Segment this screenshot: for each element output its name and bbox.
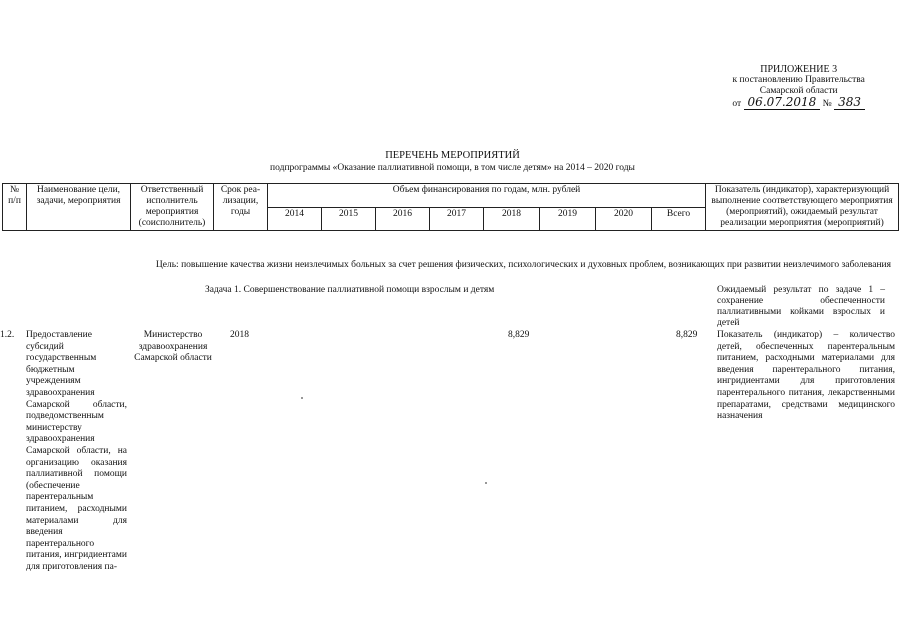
scan-speck (485, 482, 487, 484)
document-title-block (0, 150, 905, 174)
header-year: 2017 (430, 207, 484, 231)
row-number: 1.2. (0, 330, 15, 340)
goal-text: Цель: повышение качества жизни неизлечимых больных за счет решения физических, психологических и духовных проблем, возникающих при развитии неизлечимого заболевания (155, 260, 891, 270)
appendix-signature-line (732, 97, 865, 110)
header-year: 2015 (322, 207, 376, 231)
row-indicator: Показатель (индикатор) – количество детей, обеспеченных парентеральным питанием, расходными материалами для введения парентерального питания, ингридиентами для приготовления парентерального питания, лекарственными препаратами, средствами медицинского назначения (717, 330, 895, 422)
header-year: 2018 (484, 207, 540, 231)
document-title: ПЕРЕЧЕНЬ МЕРОПРИЯТИЙ (385, 150, 520, 161)
row-term-year: 2018 (230, 330, 249, 340)
document-subtitle: подпрограммы «Оказание паллиативной помощи, в том числе детям» на 2014 – 2020 годы (270, 163, 635, 173)
header-year-total: Всего (652, 207, 706, 231)
number-prefix: № (822, 99, 832, 109)
header-col-term: Срок реа-лизации, годы (214, 184, 268, 231)
header-table (2, 183, 899, 231)
appendix-line-2: Самарской области (759, 86, 838, 96)
header-year: 2014 (268, 207, 322, 231)
appendix-line-1: к постановлению Правительства (732, 75, 865, 85)
header-col-executor: Ответственный исполнитель мероприятия (соисполнитель) (131, 184, 214, 231)
row-executor: Министерство здравоохранения Самарской области (134, 330, 212, 364)
scan-speck (301, 397, 303, 399)
header-col-name: Наименование цели, задачи, мероприятия (27, 184, 131, 231)
row-activity-name: Предоставление субсидий государственным бюджетным учреждениям здравоохранения Самарской области, подведомственным министерству здравоохранения Самарской области, на организацию оказания паллиативной помощи (обеспечение парентеральным питанием, расходными материалами для введения парентерального питания, ингридиентами для приготовления па- (26, 330, 127, 572)
header-year: 2019 (540, 207, 596, 231)
appendix-title: ПРИЛОЖЕНИЕ 3 (760, 64, 838, 75)
header-col-indicator: Показатель (индикатор), характеризующий выполнение соответствующего мероприятия (мероприятий), ожидаемый результат реализации мероприятия (мероприятий) (706, 184, 899, 231)
header-year: 2020 (596, 207, 652, 231)
row-amount-2018: 8,829 (508, 330, 530, 340)
row-amount-total: 8,829 (676, 330, 698, 340)
header-col-funding: Объем финансирования по годам, млн. рублей (268, 184, 706, 208)
header-col-number: № п/п (3, 184, 27, 231)
appendix-block (732, 64, 865, 110)
task-title: Задача 1. Совершенствование паллиативной помощи взрослым и детям (205, 285, 495, 295)
handwritten-date: 06.07.2018 (744, 95, 821, 110)
handwritten-number: 383 (834, 95, 865, 110)
task-expected-result: Ожидаемый результат по задаче 1 – сохранение обеспеченности паллиативными койками взрослых и детей (717, 285, 885, 328)
date-prefix: от (732, 99, 742, 109)
header-year: 2016 (376, 207, 430, 231)
